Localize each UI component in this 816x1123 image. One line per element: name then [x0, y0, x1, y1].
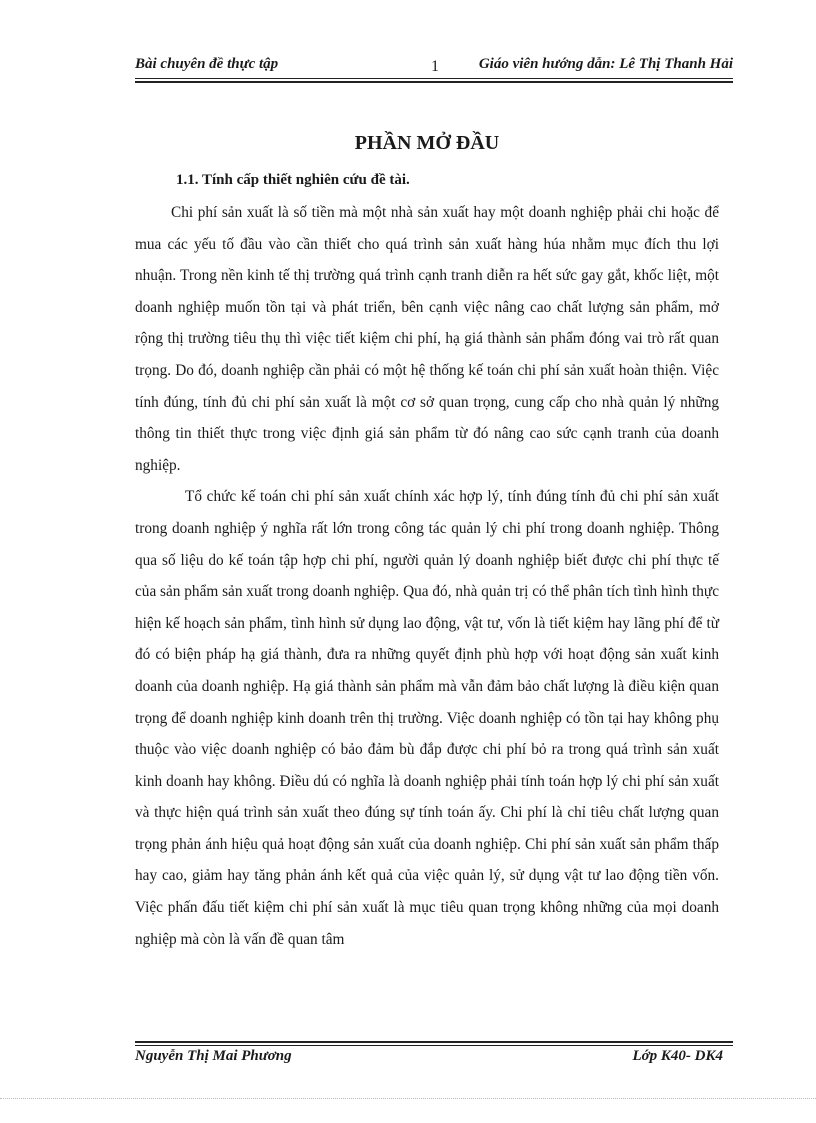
header-report-title: Bài chuyên đề thực tập — [135, 56, 279, 72]
footer-rule-thin — [135, 1045, 733, 1046]
header-rule-thick — [135, 81, 733, 83]
footer-rule-thick — [135, 1041, 733, 1043]
section-heading: 1.1. Tính cấp thiết nghiên cứu đề tài. — [176, 172, 410, 188]
page-boundary — [0, 1098, 816, 1099]
page-number: 1 — [431, 58, 439, 75]
footer-class: Lớp K40- DK4 — [632, 1048, 723, 1064]
page-title: PHẦN MỞ ĐẦU — [354, 132, 500, 154]
paragraph-1: Chi phí sản xuất là số tiền mà một nhà sản xuất hay một doanh nghiệp phải chi hoặc để mua các yếu tố đầu vào cần thiết cho quá trình sản xuất hàng húa nhằm mục đích thu lợi nhuận. Trong nền kinh tế thị trường quá trình cạnh tranh diễn ra hết sức gay gắt, khốc liệt, một doanh nghiệp muốn tồn tại và phát triển, bên cạnh việc nâng cao chất lượng sản phẩm, mở rộng thị trường tiêu thụ thì việc tiết kiệm chi phí, hạ giá thành sản phẩm đóng vai trò rất quan trọng. Do đó, doanh nghiệp cần phải có một hệ thống kế toán chi phí sản xuất hoàn thiện. Việc tính đúng, tính đủ chi phí sản xuất là một cơ sở quan trọng, cung cấp cho nhà quản lý những thông tin thiết thực trong việc định giá sản phẩm từ đó nâng cao sức cạnh tranh của doanh nghiệp. — [135, 204, 719, 474]
page-footer — [135, 1048, 733, 1070]
footer-author: Nguyễn Thị Mai Phương — [135, 1048, 292, 1064]
header-rule-thin — [135, 78, 733, 79]
page-header — [135, 56, 733, 80]
body-text — [135, 197, 719, 955]
paragraph-2: Tổ chức kế toán chi phí sản xuất chính xác hợp lý, tính đúng tính đủ chi phí sản xuất trong doanh nghiệp ý nghĩa rất lớn trong công tác quản lý chi phí trong doanh nghiệp. Thông qua số liệu do kế toán tập hợp chi phí, người quản lý doanh nghiệp biết được chi phí thực tế của sản phẩm sản xuất trong doanh nghiệp. Qua đó, nhà quản trị có thể phân tích tình hình thực hiện kế hoạch sản phẩm, tình hình sử dụng lao động, vật tư, vốn là tiết kiệm hay lãng phí để từ đó có biện pháp hạ giá thành, đưa ra những quyết định phù hợp với hoạt động sản xuất kinh doanh của doanh nghiệp. Hạ giá thành sản phẩm mà vẫn đảm bảo chất lượng là điều kiện quan trọng để doanh nghiệp kinh doanh trên thị trường. Việc doanh nghiệp có tồn tại hay không phụ thuộc vào việc doanh nghiệp có bảo đảm bù đắp được chi phí bỏ ra trong quá trình sản xuất kinh doanh hay không. Điều dú có nghĩa là doanh nghiệp phải tính toán hợp lý chi phí sản xuất và thực hiện quá trình sản xuất theo đúng sự tính toán ấy. Chi phí là chỉ tiêu chất lượng quan trọng phản ánh hiệu quả hoạt động sản xuất của doanh nghiệp. Chi phí sản xuất sản phẩm thấp hay cao, giảm hay tăng phản ánh kết quả của việc quản lý, sử dụng vật tư lao động tiền vốn. Việc phấn đấu tiết kiệm chi phí sản xuất là mục tiêu quan trọng không những của mọi doanh nghiệp mà còn là vấn đề quan tâm — [135, 488, 719, 948]
header-supervisor: Giáo viên hướng dẫn: Lê Thị Thanh Hải — [478, 56, 733, 72]
